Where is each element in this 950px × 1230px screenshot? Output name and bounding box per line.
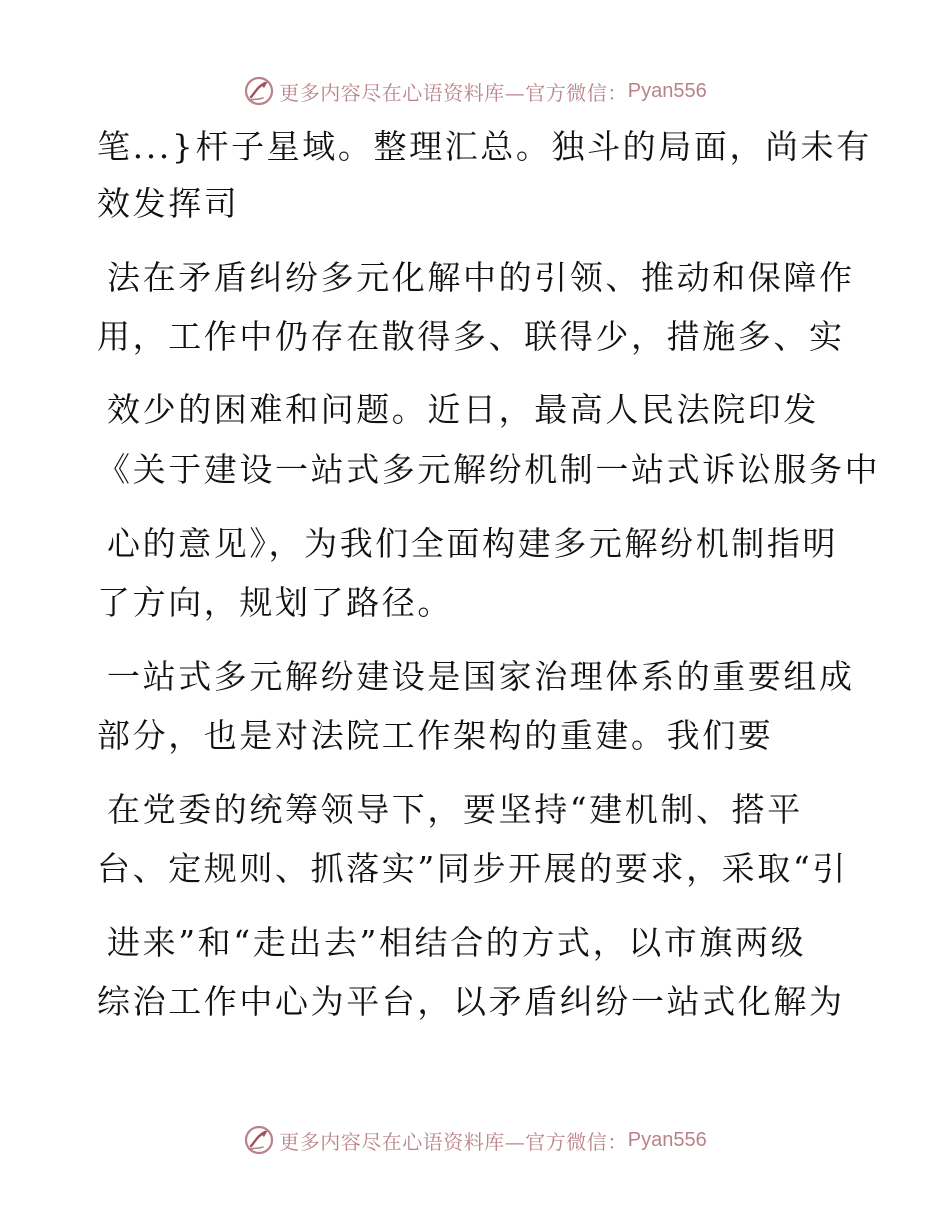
header-watermark	[0, 71, 950, 111]
pen-logo-icon	[243, 1124, 275, 1156]
body-line: 台、定规则、抓落实”同步开展的要求，采取“引	[97, 849, 848, 888]
pen-logo-icon	[243, 75, 275, 107]
watermark-text: 更多内容尽在心语资料库—官方微信：	[279, 1129, 628, 1154]
body-line: 一站式多元解纷建设是国家治理体系的重要组成	[107, 657, 855, 696]
body-line: 用，工作中仍存在散得多、联得少，措施多、实	[97, 317, 845, 356]
body-line: 部分，也是对法院工作架构的重建。我们要	[97, 716, 774, 755]
body-line: 笔...}杆子星域。整理汇总。独斗的局面，尚未有	[97, 127, 872, 166]
footer-watermark	[0, 1120, 950, 1160]
watermark-wechat-id: Pyan556	[627, 1128, 707, 1151]
watermark-text: 更多内容尽在心语资料库—官方微信：	[279, 80, 628, 105]
body-line: 了方向，规划了路径。	[97, 583, 453, 622]
body-line: 《关于建设一站式多元解纷机制一站式诉讼服务中	[97, 450, 881, 489]
watermark-wechat-id: Pyan556	[627, 79, 707, 102]
body-line: 综治工作中心为平台，以矛盾纠纷一站式化解为	[97, 982, 845, 1021]
body-line: 心的意见》，为我们全面构建多元解纷机制指明	[107, 524, 839, 563]
body-line: 在党委的统筹领导下，要坚持“建机制、搭平	[107, 790, 803, 829]
body-line: 效发挥司	[97, 184, 240, 223]
body-line: 进来”和“走出去”相结合的方式，以市旗两级	[107, 923, 807, 962]
body-line: 效少的困难和问题。近日，最高人民法院印发	[107, 390, 819, 429]
body-line: 法在矛盾纠纷多元化解中的引领、推动和保障作	[107, 258, 855, 297]
